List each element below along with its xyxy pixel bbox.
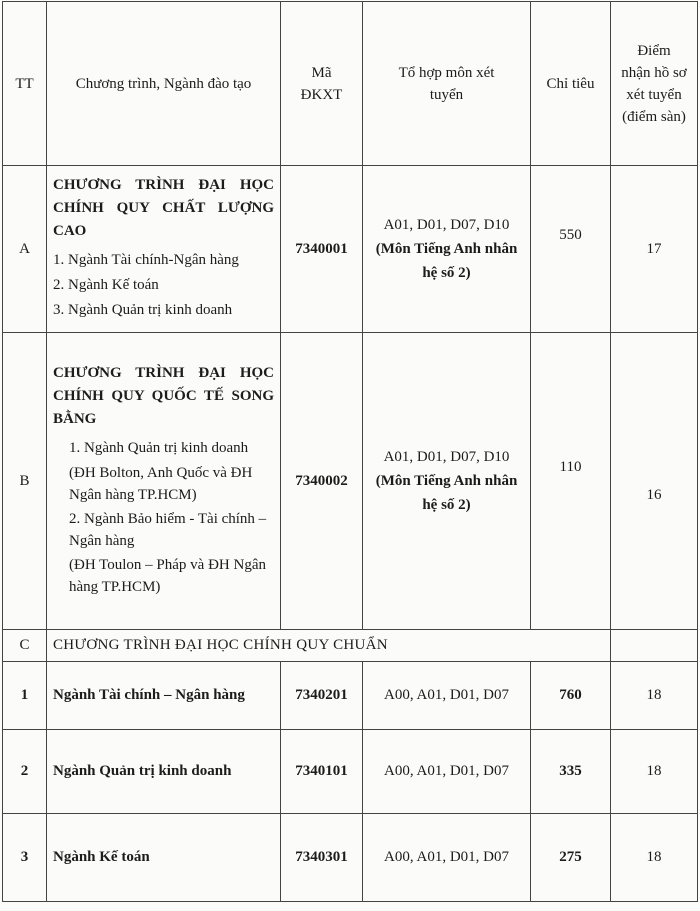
header-tt: TT [3, 2, 47, 166]
major-row-c2 [3, 730, 698, 814]
row-c2-code: 7340101 [281, 730, 363, 814]
row-c2-name: Ngành Quản trị kinh doanh [47, 730, 281, 814]
header-combo: Tổ hợp môn xét tuyển [363, 2, 531, 166]
row-c3-combo: A00, A01, D01, D07 [363, 814, 531, 902]
row-b-major-2: 2. Ngành Bảo hiểm - Tài chính – Ngân hàng [69, 511, 267, 549]
header-quota: Chỉ tiêu [531, 2, 611, 166]
row-c3-code: 7340301 [281, 814, 363, 902]
header-score: Điểm nhận hồ sơ xét tuyển (điểm sàn) [611, 2, 698, 166]
row-a-tt: A [3, 166, 47, 333]
row-b-tt: B [3, 333, 47, 630]
row-c2-quota: 335 [531, 730, 611, 814]
row-b-combo [363, 333, 531, 630]
program-row-a [3, 166, 698, 333]
row-b-program [47, 333, 281, 630]
row-b-combo-subjects: A01, D01, D07, D10 [383, 449, 510, 465]
row-c-empty [611, 630, 698, 662]
header-program: Chương trình, Ngành đào tạo [47, 2, 281, 166]
major-row-c1 [3, 662, 698, 730]
header-row [3, 2, 698, 166]
header-code: Mã ĐKXT [281, 2, 363, 166]
row-a-quota: 550 [531, 166, 611, 333]
row-b-major-2-partner: (ĐH Toulon – Pháp và ĐH Ngân hàng TP.HCM) [69, 557, 266, 595]
row-c1-tt: 1 [3, 662, 47, 730]
row-b-quota: 110 [531, 333, 611, 630]
row-a-combo [363, 166, 531, 333]
program-row-c [3, 630, 698, 662]
row-c3-score: 18 [611, 814, 698, 902]
row-a-code: 7340001 [281, 166, 363, 333]
row-a-major-1: 1. Ngành Tài chính-Ngân hàng [53, 252, 239, 268]
row-c1-code: 7340201 [281, 662, 363, 730]
row-c1-score: 18 [611, 662, 698, 730]
row-c1-name: Ngành Tài chính – Ngân hàng [47, 662, 281, 730]
row-a-major-3: 3. Ngành Quản trị kinh doanh [53, 302, 233, 318]
row-c-tt: C [3, 630, 47, 662]
row-c2-score: 18 [611, 730, 698, 814]
row-b-score: 16 [611, 333, 698, 630]
admissions-table [2, 1, 698, 902]
program-row-b [3, 333, 698, 630]
row-c3-tt: 3 [3, 814, 47, 902]
row-c-program-name: CHƯƠNG TRÌNH ĐẠI HỌC CHÍNH QUY CHUẨN [47, 630, 611, 662]
row-c3-quota: 275 [531, 814, 611, 902]
row-c2-tt: 2 [3, 730, 47, 814]
row-a-score: 17 [611, 166, 698, 333]
row-a-combo-subjects: A01, D01, D07, D10 [383, 217, 510, 233]
row-c1-quota: 760 [531, 662, 611, 730]
row-b-combo-note: (Môn Tiếng Anh nhân hệ số 2) [375, 473, 518, 513]
row-a-program [47, 166, 281, 333]
row-b-major-1: 1. Ngành Quản trị kinh doanh [69, 440, 249, 456]
row-c1-combo: A00, A01, D01, D07 [363, 662, 531, 730]
row-b-code: 7340002 [281, 333, 363, 630]
row-b-program-name: CHƯƠNG TRÌNH ĐẠI HỌC CHÍNH QUY QUỐC TẾ SONG BẰNG [53, 365, 274, 427]
row-a-combo-note: (Môn Tiếng Anh nhân hệ số 2) [375, 241, 518, 281]
row-c3-name: Ngành Kế toán [47, 814, 281, 902]
row-c2-combo: A00, A01, D01, D07 [363, 730, 531, 814]
row-a-program-name: CHƯƠNG TRÌNH ĐẠI HỌC CHÍNH QUY CHẤT LƯỢNG CAO [53, 177, 274, 239]
row-a-major-2: 2. Ngành Kế toán [53, 277, 159, 293]
row-b-major-1-partner: (ĐH Bolton, Anh Quốc và ĐH Ngân hàng TP.HCM) [69, 465, 253, 503]
major-row-c3 [3, 814, 698, 902]
